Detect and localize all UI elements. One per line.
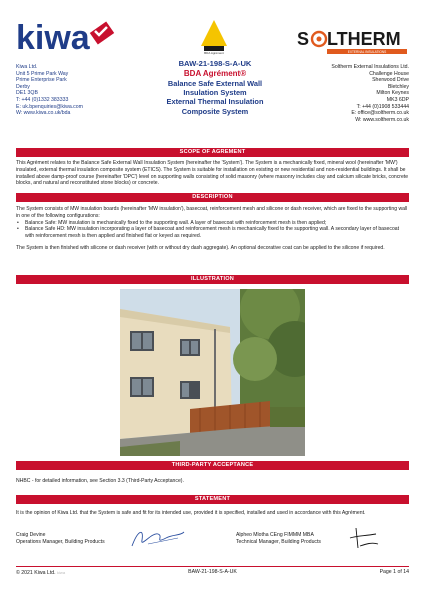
statement-text: It is the opinion of Kiwa Ltd. that the System is safe and fit for its intended use, provided it is specified, installed and used in accordance with this Agrément.: [16, 510, 366, 516]
scope-section-header: SCOPE OF AGREMENT: [16, 148, 409, 157]
signature-right-image: [346, 526, 382, 550]
description-outro: The System is then finished with silicone or dash receiver (with or without dry dash aggregate). An optional decorative coat can be applied to the silicone if required.: [16, 244, 385, 251]
soltherm-address-line: Milton Keynes: [376, 90, 409, 97]
signatory-name: Alpheo Mlotha CEng FIMMM MBA: [236, 532, 314, 538]
soltherm-address-line: Challenge House: [369, 70, 409, 77]
description-intro: The System consists of MW insulation boards (hereinafter 'MW insulation'), basecoat, reinforcement mesh and silicone or dash receiver, which are fixed to the supporting wall in one of the following configurations:: [16, 206, 408, 219]
footer-copyright: © 2021 Kiwa Ltd.: [16, 570, 56, 576]
soltherm-address: [289, 64, 409, 123]
signatory-role: Operations Manager, Building Products: [16, 538, 105, 545]
signatory-left: [16, 532, 105, 545]
footer-document-number: BAW-21-198-S-A-UK: [188, 569, 237, 575]
kiwa-address-line: Prime Enterprise Park: [16, 77, 67, 84]
kiwa-address-line: DE1 3QB: [16, 90, 38, 97]
signatory-right: [236, 532, 321, 545]
house-illustration-photo: [120, 289, 305, 456]
description-body: [16, 206, 409, 252]
footer-page-number: Page 1 of 14: [379, 569, 409, 575]
system-title-line: External Thermal Insulation: [166, 97, 264, 107]
third-party-text: NHBC - for detailed information, see Section 3.3 (Third-Party Acceptance).: [16, 478, 184, 484]
system-title-line: Insulation System: [183, 87, 247, 97]
kiwa-address-line: Unit 5 Prime Park Way: [16, 70, 69, 77]
soltherm-logo-rest: LTHERM: [327, 29, 401, 49]
description-bullet-list: [16, 220, 409, 240]
signature-left-image: [128, 526, 188, 550]
system-title-line: Balance Safe External Wall: [167, 78, 263, 88]
soltherm-logo-tagline: EXTERNAL INSULATIONS: [347, 50, 387, 54]
illustration-section-header: ILLUSTRATION: [16, 275, 409, 284]
scope-text: This Agrément relates to the Balance Safe External Wall Insulation System (hereinafter the 'System'). The System is a mechanically fixed, mineral wool (hereinafter 'MW') insulated, external thermal insulation composite system (ETICS). The System is suitable for installation on existing or new residential and non-residential buildings. It shall be installed above damp-proof course (hereinafter 'DPC') level on supporting walls consisting of solid masonry (where masonry includes clay and calcium silicate bricks, concrete blocks, and natural and reconstituted stone blocks) or concrete.: [16, 160, 409, 187]
kiwa-address-line: Derby: [16, 83, 30, 90]
soltherm-logo: [297, 28, 409, 56]
statement-section-header: STATEMENT: [16, 495, 409, 504]
soltherm-website-link[interactable]: W: www.soltherm.co.uk: [355, 116, 409, 123]
soltherm-logo-initial: S: [297, 29, 310, 49]
soltherm-phone: T: +44 (0)1908 533444: [356, 103, 409, 110]
list-item: • Balance Safe: MW insulation is mechanically fixed to the supporting wall. A layer of basecoat with reinforcement mesh is then applied;: [16, 220, 409, 227]
signatory-name: Craig Devine: [16, 532, 46, 538]
kiwa-logo: [16, 18, 126, 58]
bda-logo-label: BDA Agrément: [204, 51, 224, 55]
footer-divider: [16, 566, 409, 567]
soltherm-address-line: MK3 6DP: [386, 96, 409, 103]
kiwa-logo-text: kiwa: [16, 19, 90, 57]
system-title-line: Composite System: [181, 106, 249, 116]
kiwa-email-link[interactable]: E: uk.bpenquiries@kiwa.com: [16, 103, 83, 110]
soltherm-address-line: Soltherm External Insulations Ltd.: [331, 64, 409, 70]
third-party-section-header: THIRD-PARTY ACCEPTANCE: [16, 461, 409, 470]
list-item: • Balance Safe HD: MW insulation incorporating a layer of basecoat and reinforcement mesh is mechanically fixed to the supporting wall. A secondary layer of basecoat with reinforcement mesh is then applied and finished flat or keyed as required.: [16, 226, 409, 240]
soltherm-address-line: Sherwood Drive: [372, 77, 409, 84]
footer-watermark-text: kiwa: [57, 570, 66, 575]
kiwa-address: [16, 64, 136, 117]
kiwa-phone: T: +44 (0)1332 383333: [16, 96, 69, 103]
description-section-header: DESCRIPTION: [16, 193, 409, 202]
certificate-number: BAW-21-198-S-A-UK: [178, 59, 252, 68]
soltherm-address-line: Bletchley: [387, 83, 409, 90]
kiwa-website-link[interactable]: W: www.kiwa.co.uk/bda: [16, 110, 71, 117]
soltherm-email-link[interactable]: E: office@soltherm.co.uk: [351, 110, 409, 117]
signatory-role: Technical Manager, Building Products: [236, 538, 321, 545]
header: [16, 18, 409, 158]
certificate-type: BDA Agrément®: [183, 68, 247, 78]
kiwa-address-line: Kiwa Ltd.: [16, 64, 38, 70]
certificate-title-block: [136, 59, 294, 116]
bda-agrement-logo: [199, 18, 229, 52]
